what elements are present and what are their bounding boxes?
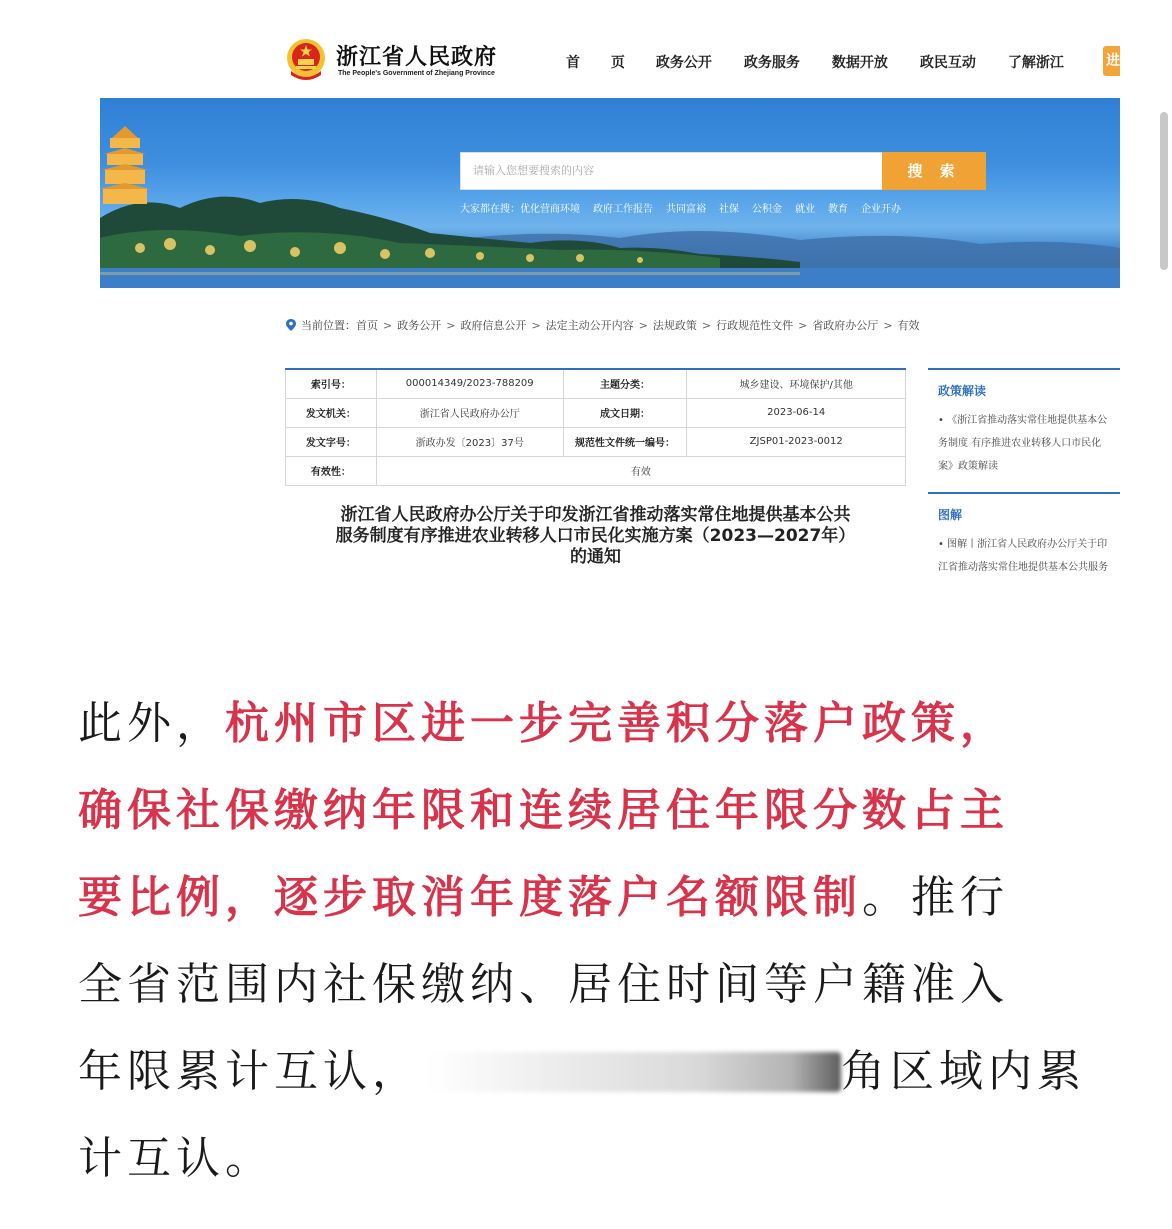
article-text-highlight: 确保社保缴纳年限和连续居住年限分数占主 <box>78 785 1009 836</box>
hot-search-item[interactable]: 教育 <box>828 204 848 215</box>
hot-search-list <box>460 200 914 215</box>
search-button[interactable]: 搜 索 <box>882 152 986 190</box>
breadcrumb-item[interactable]: 有效 <box>897 319 920 332</box>
breadcrumb-item[interactable]: 政务公开 <box>397 319 442 332</box>
issuer-value: 浙江省人民政府办公厅 <box>376 398 563 427</box>
breadcrumb-prefix: 当前位置： <box>301 319 356 332</box>
article-text-highlight: 要比例，逐步取消年度落户名额限制 <box>78 872 862 923</box>
site-subtitle: The People's Government of Zhejiang Province <box>338 70 495 77</box>
hot-search-item[interactable]: 共同富裕 <box>666 204 706 215</box>
docno-label: 发文字号： <box>286 427 377 456</box>
validity-value: 有效 <box>376 456 905 485</box>
nav-gov-affairs-open[interactable]: 政务公开 <box>655 55 712 71</box>
sidebar-link-line[interactable]: • 图解丨浙江省人民政府办公厅关于印 <box>938 539 1108 550</box>
hot-search-item[interactable]: 就业 <box>795 204 815 215</box>
breadcrumb-item[interactable]: 行政规范性文件 <box>716 319 794 332</box>
main-nav <box>552 52 1096 72</box>
article-line <box>78 767 1098 854</box>
nav-about-zhejiang[interactable]: 了解浙江 <box>1007 55 1064 71</box>
article-line: 计互认。 <box>78 1133 274 1184</box>
nav-home[interactable]: 首 页 <box>566 55 638 71</box>
policy-interpretation-link[interactable] <box>928 399 1120 478</box>
graphic-interpretation-link[interactable] <box>928 523 1120 579</box>
document-title <box>285 505 906 568</box>
breadcrumb-item[interactable]: 法规政策 <box>652 319 697 332</box>
redacted-blur-overlay <box>429 1052 841 1092</box>
topic-value: 城乡建设、环境保护/其他 <box>687 369 906 398</box>
topic-label: 主题分类： <box>563 369 687 398</box>
table-row <box>286 427 906 456</box>
breadcrumb: 当前位置： 首页 > 政务公开 > 政府信息公开 > 法定主动公开内容 > 法规政策 > 行政规范性文件 > 省政府办公厅 > 有效 <box>286 317 920 333</box>
document-title-line: 服务制度有序推进农业转移人口市民化实施方案（2023—2027年） <box>335 526 856 546</box>
scrollbar[interactable] <box>1160 112 1168 270</box>
sidebar-link-line[interactable]: 务制度 有序推进农业转移人口市民化 <box>938 438 1102 449</box>
code-label: 规范性文件统一编号： <box>563 427 687 456</box>
related-sidebar <box>928 368 1120 579</box>
breadcrumb-item[interactable]: 省政府办公厅 <box>812 319 879 332</box>
article-text <box>78 680 1098 1202</box>
code-value: ZJSP01-2023-0012 <box>687 427 906 456</box>
policy-interpretation-heading: 政策解读 <box>928 368 1120 399</box>
hot-search-item[interactable]: 公积金 <box>752 204 782 215</box>
location-pin-icon <box>286 319 296 331</box>
index-label: 索引号： <box>286 369 377 398</box>
hero-banner <box>100 98 1120 288</box>
article-line <box>78 1028 1098 1115</box>
graphic-interpretation-heading: 图解 <box>928 492 1120 523</box>
hot-search-item[interactable]: 企业开办 <box>861 204 901 215</box>
issuer-label: 发文机关： <box>286 398 377 427</box>
breadcrumb-item[interactable]: 首页 <box>356 319 378 332</box>
table-row <box>286 398 906 427</box>
west-lake-scenery-image <box>100 98 1120 288</box>
nav-open-data[interactable]: 数据开放 <box>831 55 888 71</box>
date-label: 成文日期： <box>563 398 687 427</box>
hot-search-item[interactable]: 社保 <box>719 204 739 215</box>
article-line <box>78 854 1098 941</box>
breadcrumb-item[interactable]: 法定主动公开内容 <box>545 319 634 332</box>
site-header <box>0 0 1172 98</box>
national-emblem-icon <box>285 37 327 81</box>
sidebar-link-line[interactable]: • 《浙江省推动落实常住地提供基本公 <box>938 415 1108 426</box>
docno-value: 浙政办发〔2023〕37号 <box>376 427 563 456</box>
article-text-plain: 角区域内累 <box>841 1046 1086 1097</box>
nav-interaction[interactable]: 政民互动 <box>919 55 976 71</box>
hot-search-item[interactable]: 政府工作报告 <box>593 204 653 215</box>
nav-gov-services[interactable]: 政务服务 <box>743 55 800 71</box>
document-info-table <box>285 368 906 486</box>
sidebar-link-line[interactable]: 江省推动落实常住地提供基本公共服务 <box>938 562 1108 573</box>
article-text-plain: 。推行 <box>862 872 1009 923</box>
pagoda-icon <box>100 126 150 204</box>
article-line <box>78 680 1098 767</box>
article-text-plain: 年限累计互认， <box>78 1046 421 1097</box>
hot-search-item[interactable]: 大家都在搜：优化营商环境 <box>460 204 580 215</box>
article-text-highlight: 杭州市区进一步完善积分落户政策， <box>225 698 1009 749</box>
document-title-line: 的通知 <box>570 547 621 567</box>
nav-more-button[interactable]: 进 <box>1103 46 1120 76</box>
table-row <box>286 456 906 485</box>
date-value: 2023-06-14 <box>687 398 906 427</box>
article-line: 全省范围内社保缴纳、居住时间等户籍准入 <box>78 959 1009 1010</box>
sidebar-link-line[interactable]: 案》政策解读 <box>938 461 998 472</box>
index-value: 000014349/2023-788209 <box>376 369 563 398</box>
site-title[interactable]: 浙江省人民政府 <box>336 44 498 70</box>
breadcrumb-item[interactable]: 政府信息公开 <box>460 319 527 332</box>
article-text-plain: 此外， <box>78 698 225 749</box>
search-input[interactable]: 请输入您想要搜索的内容 <box>460 152 883 190</box>
validity-label: 有效性： <box>286 456 377 485</box>
document-title-line: 浙江省人民政府办公厅关于印发浙江省推动落实常住地提供基本公共 <box>340 505 851 525</box>
table-row <box>286 369 906 398</box>
